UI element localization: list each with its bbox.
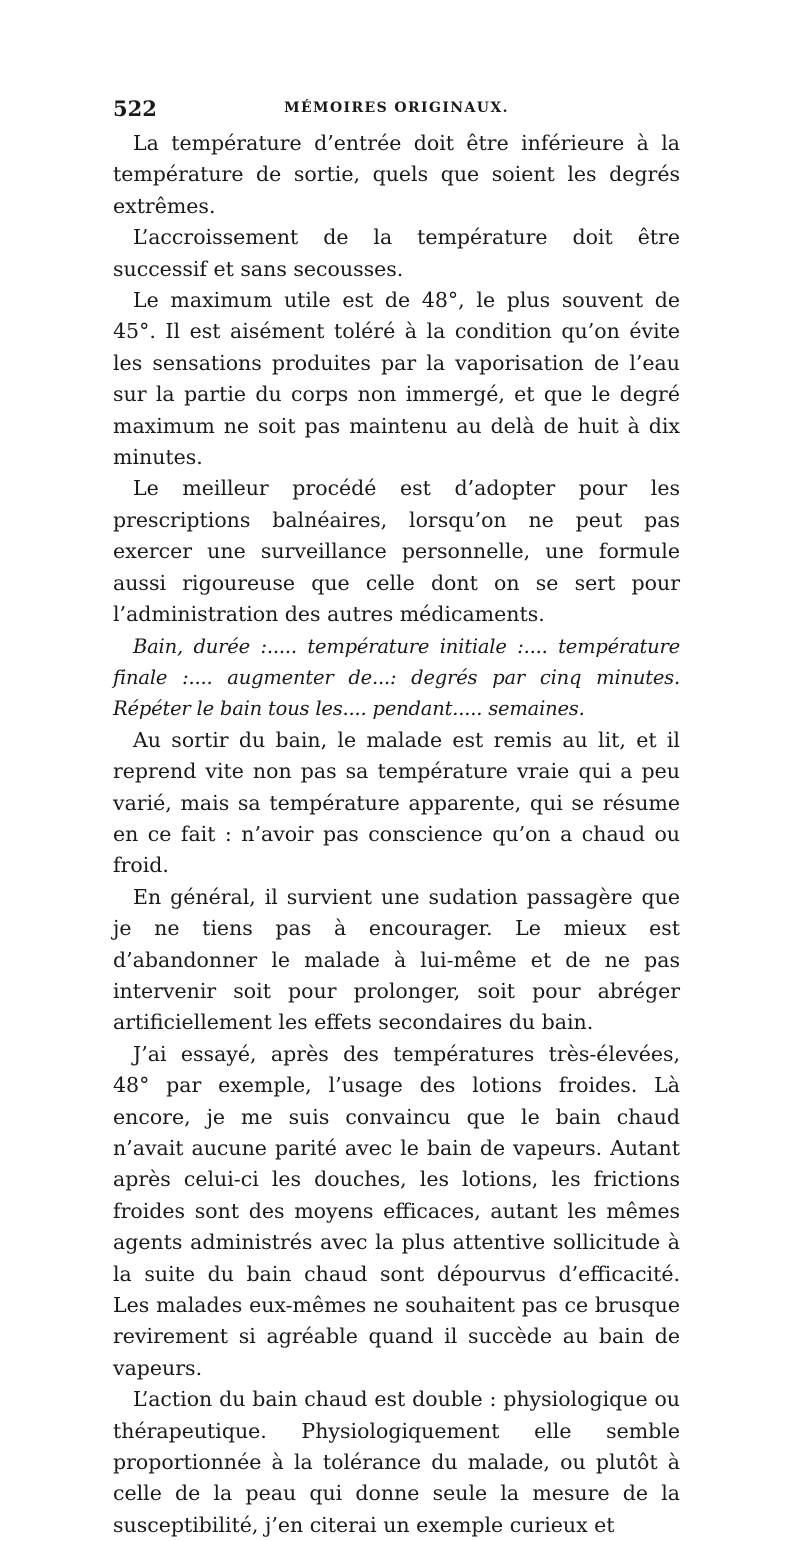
paragraph-cold-lotions: J’ai essayé, après des températures très-élevées, 48° par exemple, l’usage des lotions froides. Là encore, je me suis convaincu que le bain chaud n’avait aucune parité avec le bain de vapeurs. Autant après celui-ci les douches, les lotions, les frictions froides sont des moyens efficaces, autant les mêmes agents administrés avec la plus attentive sollicitude à la suite du bain chaud sont dépourvus d’efficacité. Les malades eux-mêmes ne souhaitent pas ce brusque revirement si agréable quand il succède au bain de vapeurs. xyxy=(113,1041,680,1380)
paragraph-best-procedure: Le meilleur procédé est d’adopter pour les prescriptions balnéaires, lorsqu’on ne peut pas exercer une surveillance personnelle, une formule aussi rigoureuse que celle dont on se sert pour l’administration des autres médicaments. xyxy=(113,476,680,627)
paragraph-entry-temperature: La température d’entrée doit être inférieure à la température de sortie, quels que soient les degrés extrêmes. xyxy=(113,131,680,218)
body-text xyxy=(113,128,680,1541)
page-number: 522 xyxy=(113,96,157,121)
paragraph-maximum-useful: Le maximum utile est de 48°, le plus souvent de 45°. Il est aisément toléré à la condition qu’on évite les sensations produites par la vaporisation de l’eau sur la partie du corps non immergé, et que le degré maximum ne soit pas maintenu au delà de huit à dix minutes. xyxy=(113,288,680,470)
running-title: MÉMOIRES ORIGINAUX. xyxy=(284,100,509,116)
paragraph-bath-prescription-formula: Bain, durée :..... température initiale :.... température finale :.... augmenter de...: degrés par cinq minutes. Répéter le bain tous les.... pendant..... semaines. xyxy=(113,634,680,721)
paragraph-hot-bath-action: L’action du bain chaud est double : physiologique ou thérapeutique. Physiologiquement elle semble proportionnée à la tolérance du malade, ou plutôt à celle de la peau qui donne seule la mesure de la susceptibilité, j’en citerai un exemple curieux et xyxy=(113,1387,680,1537)
paragraph-temperature-increase: L’accroissement de la température doit être successif et sans secousses. xyxy=(113,225,680,281)
page-header xyxy=(113,96,680,124)
paragraph-after-bath: Au sortir du bain, le malade est remis au lit, et il reprend vite non pas sa température vraie qui a peu varié, mais sa température apparente, qui se résume en ce fait : n’avoir pas conscience qu’on a chaud ou froid. xyxy=(113,727,680,878)
paragraph-sudation: En général, il survient une sudation passagère que je ne tiens pas à encourager. Le mieux est d’abandonner le malade à lui-même et de ne pas intervenir soit pour prolonger, soit pour abréger artificiellement les effets secondaires du bain. xyxy=(113,884,680,1035)
